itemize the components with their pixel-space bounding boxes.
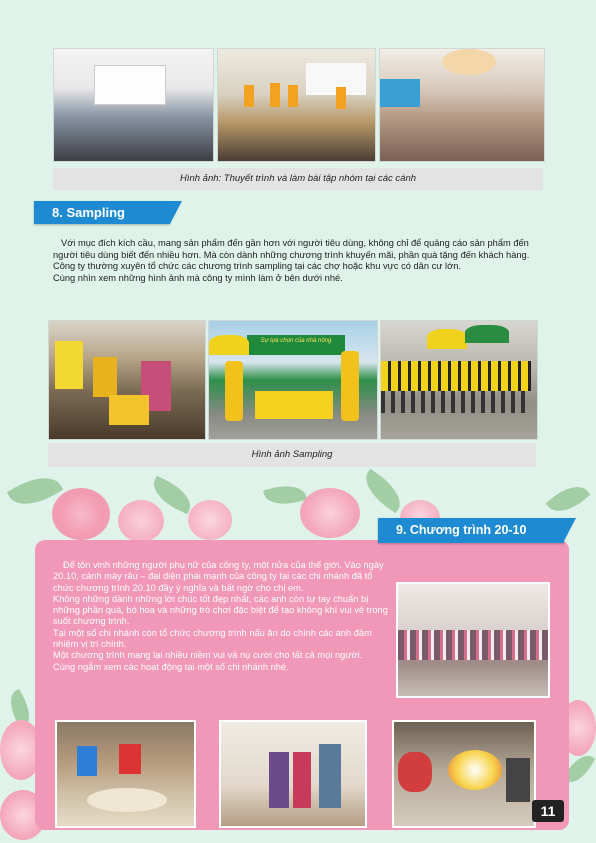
rose-decoration xyxy=(52,488,110,540)
women-day-paragraph: Không những dành những lời chúc tốt đẹp nhất, các anh còn tự tay chuẩn bị những phần quà, bó hoa và những trò chơi đặc biệt để tạo không khí vui vẻ trong suốt chương trình. xyxy=(53,593,388,627)
photo-women-day-meal xyxy=(55,720,196,828)
women-day-paragraph: Một chương trình mang lại nhiều niềm vui và nụ cười cho tất cả mọi người. xyxy=(53,650,363,661)
photo-women-day-gift xyxy=(219,720,367,828)
section-heading-sampling: 8. Sampling xyxy=(34,201,170,224)
women-day-paragraph: Cùng ngắm xem các hoạt động tại một số chi nhánh nhé. xyxy=(53,661,289,672)
photo-sampling-team xyxy=(380,320,538,440)
section-heading-20-10: 9. Chương trình 20-10 xyxy=(378,518,564,543)
leaf-decoration xyxy=(546,478,591,521)
photo-women-day-cake xyxy=(392,720,536,828)
sampling-intro-text xyxy=(53,238,548,284)
rose-decoration xyxy=(118,500,164,542)
rose-decoration xyxy=(188,500,232,540)
sampling-paragraph: Cùng nhìn xem những hình ảnh mà công ty mình làm ở bên dưới nhé. xyxy=(53,272,343,283)
photo-sampling-booth xyxy=(208,320,378,440)
photo-presentation-2 xyxy=(217,48,376,162)
photo-presentation-1 xyxy=(53,48,214,162)
top-photos-caption: Hình ảnh: Thuyết trình và làm bài tập nhóm tại các cánh xyxy=(53,168,543,190)
rose-decoration xyxy=(300,488,360,538)
women-day-paragraph: Để tôn vinh những người phụ nữ của công ty, một nửa của thế giới. Vào ngày 20.10, cánh mày râu – đại diện phái mạnh của công ty tại các chi nhánh đã tổ chức chương trình 20.10 đầy ý nghĩa và bất ngờ cho chị em. xyxy=(53,560,384,593)
sampling-paragraph: Với mục đích kích cầu, mang sản phẩm đến gần hơn với người tiêu dùng, không chỉ để quảng cáo sản phẩm đến người tiêu dùng biết đến nhiều hơn. Mà còn dành những chương trình khuyến mãi, phần quà tặng đến khách hàng. Công ty thường xuyên tổ chức các chương trình sampling tại các chợ hoặc khu vực có dân cư lớn. xyxy=(53,238,530,272)
sampling-caption: Hình ảnh Sampling xyxy=(48,443,536,467)
women-day-paragraph: Tại một số chi nhánh còn tổ chức chương trình nấu ăn do chính các anh đảm nhiệm vị trí chính. xyxy=(53,627,372,650)
photo-women-day-group xyxy=(396,582,550,698)
booth-banner-text: Sự lựa chọn của nhà nông xyxy=(260,338,332,344)
page-number: 11 xyxy=(532,800,564,822)
women-day-text xyxy=(53,560,391,673)
photo-presentation-3 xyxy=(379,48,545,162)
photo-sampling-market xyxy=(48,320,206,440)
leaf-decoration xyxy=(358,469,408,513)
